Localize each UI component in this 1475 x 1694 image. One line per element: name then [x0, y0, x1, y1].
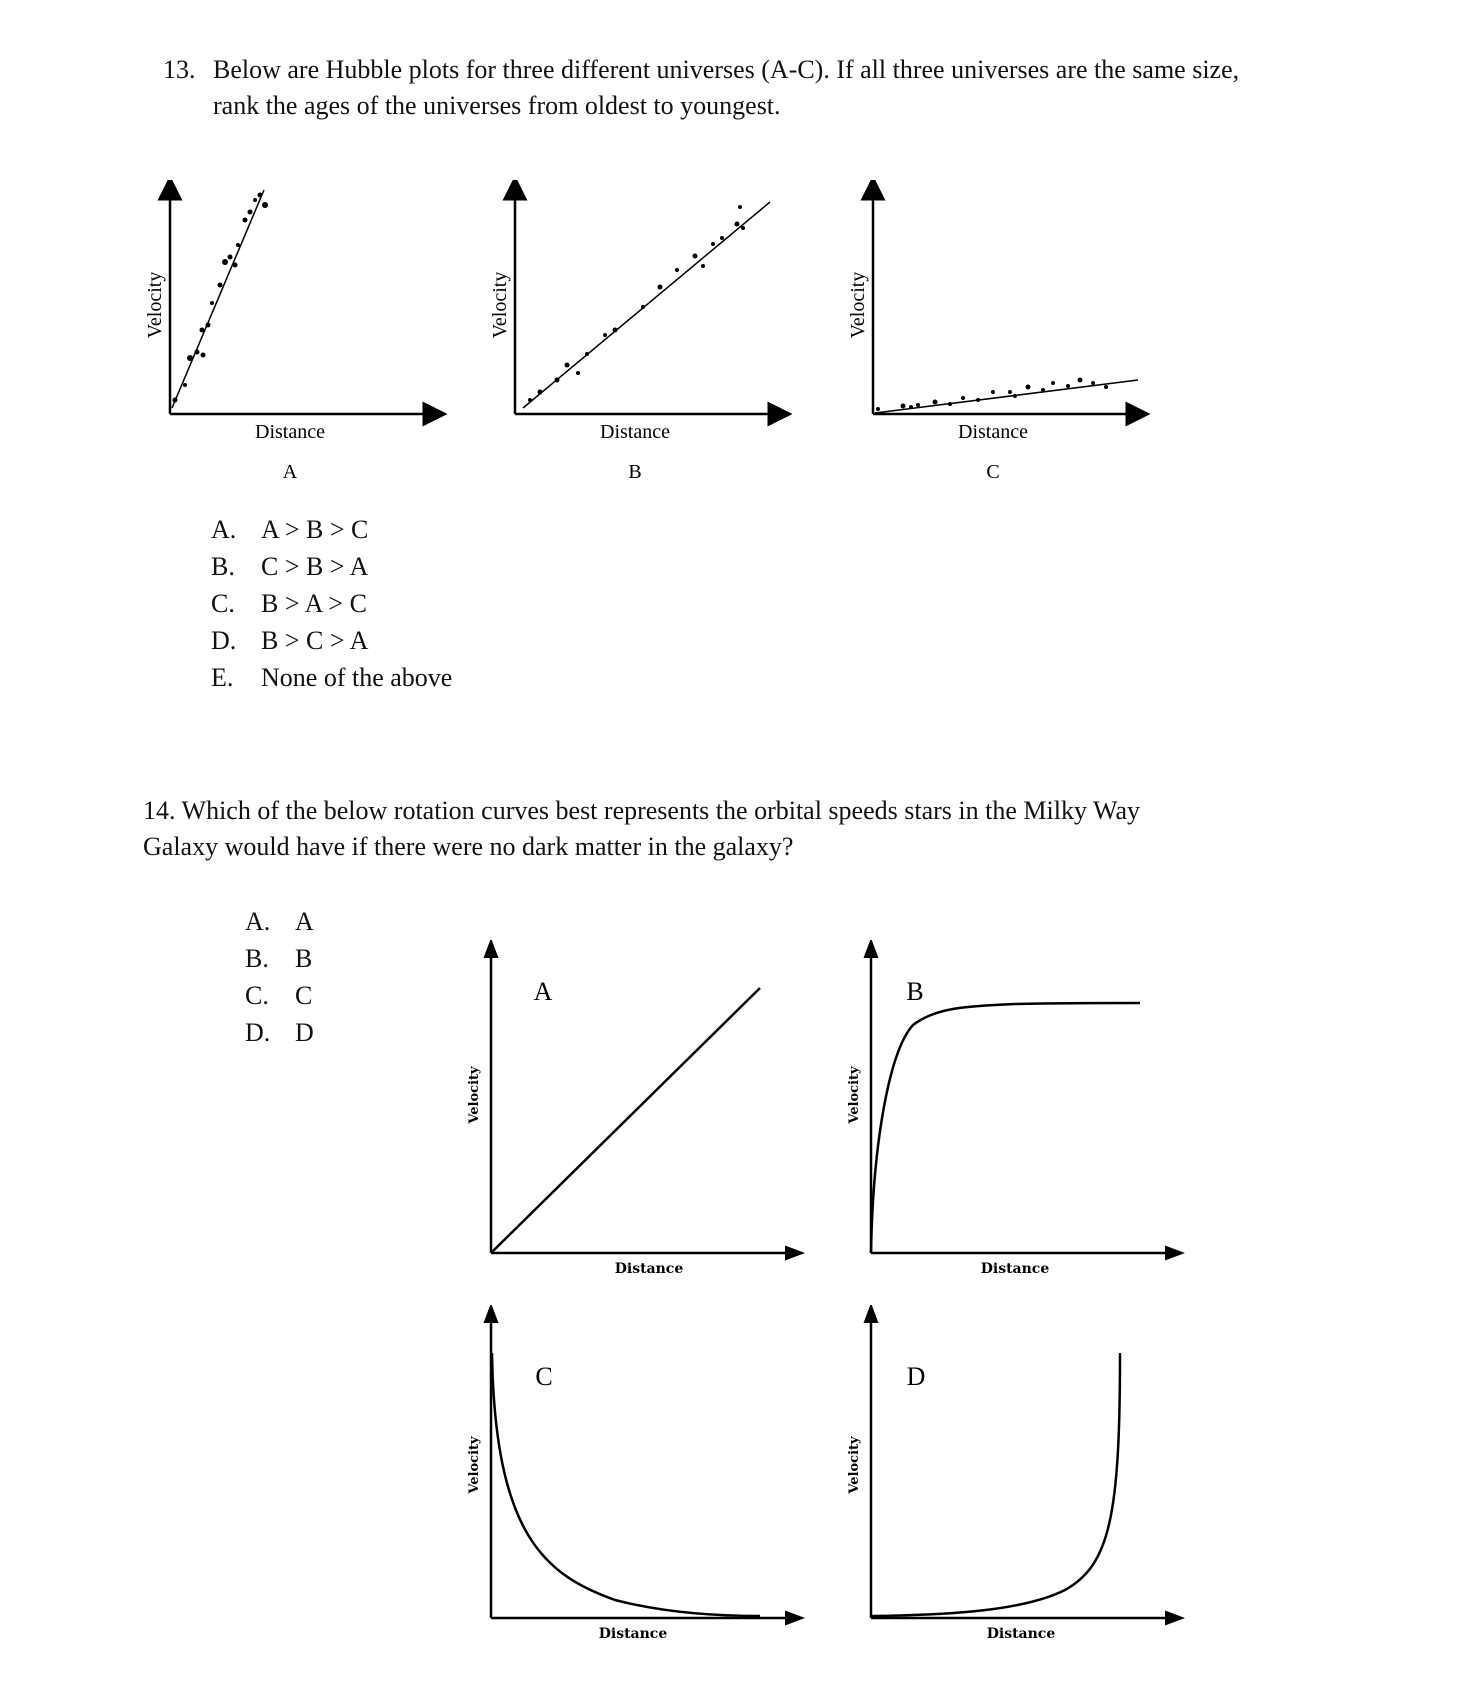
fit-line	[875, 380, 1138, 413]
q14-line1: Which of the below rotation curves best represents the orbital speeds stars in the Milky Way	[181, 796, 1140, 825]
curve	[872, 1353, 1120, 1616]
q13-choice-d[interactable]: D. B > C > A	[211, 626, 369, 655]
rotation-curve-c	[455, 1305, 805, 1645]
x-axis-label: Distance	[598, 1626, 668, 1642]
y-axis-label: Velocity	[847, 1436, 862, 1494]
curve	[871, 1003, 1140, 1253]
q14-number: 14.	[143, 796, 176, 825]
hubble-plot-a	[140, 180, 450, 480]
q13-line2: rank the ages of the universes from oldest to youngest.	[213, 91, 781, 120]
hubble-plot-b	[485, 180, 795, 480]
y-axis-label: Velocity	[847, 271, 869, 339]
q14-choice-d[interactable]: D. D	[245, 1018, 314, 1047]
x-axis-label: Distance	[614, 1261, 684, 1277]
curve-caption: D	[906, 1362, 926, 1391]
q14-line2: Galaxy would have if there were no dark matter in the galaxy?	[143, 832, 794, 861]
q14-choice-c[interactable]: C. C	[245, 981, 313, 1010]
x-axis-label: Distance	[980, 1261, 1050, 1277]
curve-caption: C	[535, 1362, 553, 1391]
curve	[492, 1353, 760, 1616]
plot-caption: C	[986, 461, 1000, 480]
y-axis-label: Velocity	[489, 271, 511, 339]
q14-choice-a[interactable]: A. A	[245, 907, 314, 936]
data-points	[528, 205, 745, 402]
q13-line1: Below are Hubble plots for three different universes (A-C). If all three universes are the same size,	[213, 55, 1240, 84]
curve-caption: A	[533, 977, 553, 1006]
q13-number: 13.	[163, 55, 196, 84]
plot-caption: A	[282, 461, 298, 480]
y-axis-label: Velocity	[467, 1436, 482, 1494]
y-axis-label: Velocity	[847, 1066, 862, 1124]
q13-choice-e[interactable]: E. None of the above	[211, 663, 453, 692]
x-axis-label: Distance	[600, 421, 670, 443]
q13-choice-a[interactable]: A. A > B > C	[211, 515, 369, 544]
curve	[491, 988, 760, 1253]
q14-text	[143, 793, 1393, 865]
hubble-plot-c	[843, 180, 1153, 480]
rotation-curve-a	[455, 940, 805, 1280]
rotation-curve-d	[835, 1305, 1185, 1645]
q13-text	[163, 52, 1363, 120]
x-axis-label: Distance	[986, 1626, 1056, 1642]
q13-choice-c[interactable]: C. B > A > C	[211, 589, 367, 618]
curve-caption: B	[906, 977, 924, 1006]
x-axis-label: Distance	[255, 421, 325, 443]
x-axis-label: Distance	[958, 421, 1028, 443]
rotation-curve-b	[835, 940, 1185, 1280]
fit-line	[523, 202, 770, 408]
q13-choice-b[interactable]: B. C > B > A	[211, 552, 369, 581]
q14-choice-b[interactable]: B. B	[245, 944, 313, 973]
plot-caption: B	[628, 461, 642, 480]
fit-line	[172, 190, 264, 408]
data-points	[876, 378, 1108, 412]
y-axis-label: Velocity	[144, 271, 166, 339]
y-axis-label: Velocity	[467, 1066, 482, 1124]
